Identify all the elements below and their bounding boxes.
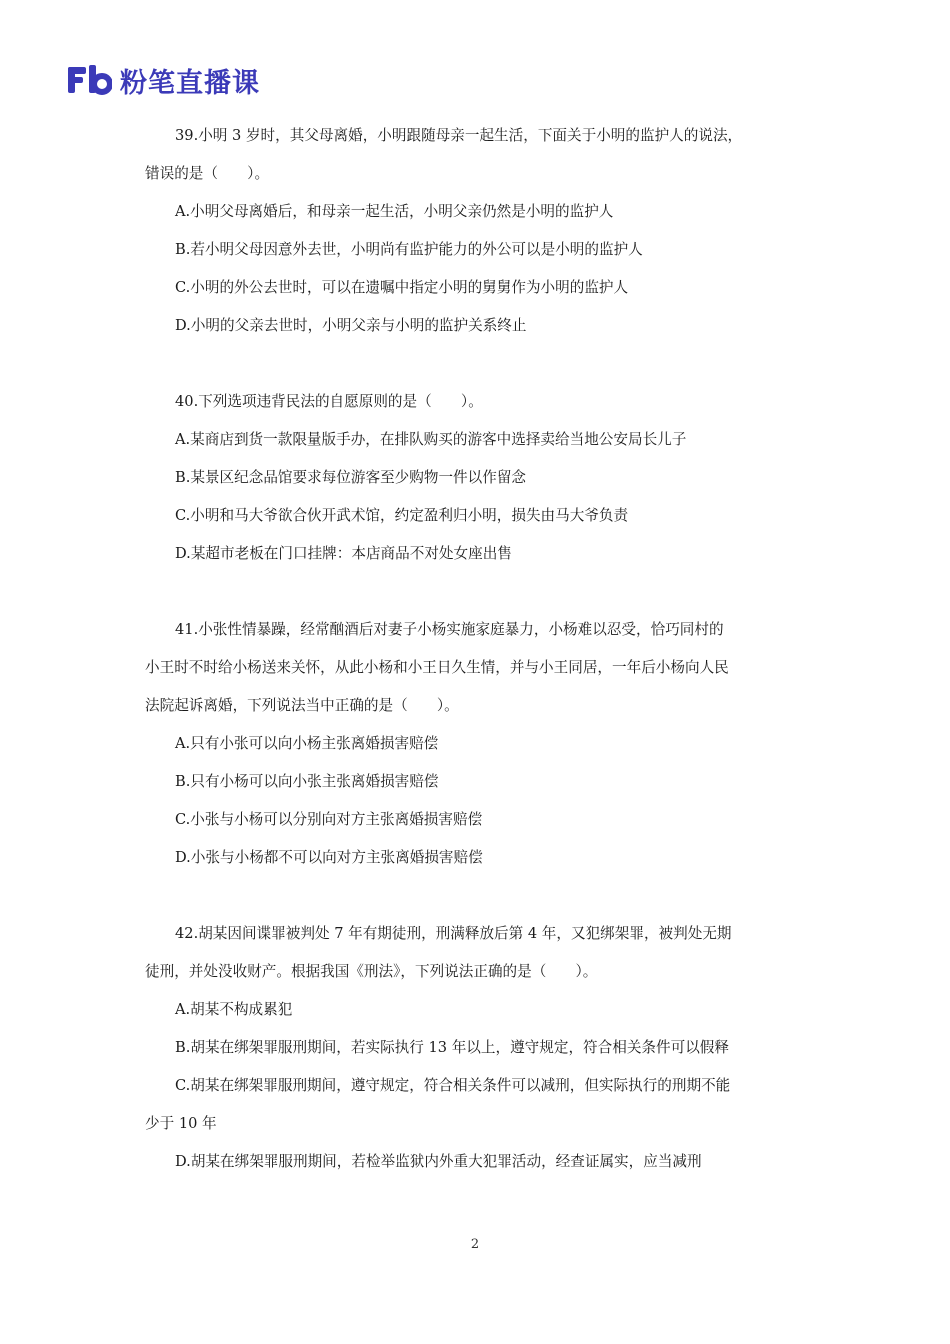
option-d: D.胡某在绑架罪服刑期间，若检举监狱内外重大犯罪活动，经查证属实，应当减刑: [175, 1153, 702, 1170]
option-c: C.胡某在绑架罪服刑期间，遵守规定，符合相关条件可以减刑，但实际执行的刑期不能: [175, 1077, 731, 1094]
option-a: A.某商店到货一款限量版手办，在排队购买的游客中选择卖给当地公安局长儿子: [175, 431, 687, 448]
question-stem: 错误的是（ ）。: [145, 165, 270, 182]
question-39: [145, 117, 810, 345]
option-a: A.胡某不构成累犯: [175, 1001, 293, 1018]
option-c-continued: 少于 10 年: [145, 1115, 217, 1132]
question-stem: 小王时不时给小杨送来关怀，从此小杨和小王日久生情，并与小王同居，一年后小杨向人民: [145, 659, 729, 676]
question-stem: 39.小明 3 岁时，其父母离婚，小明跟随母亲一起生活，下面关于小明的监护人的说法，: [175, 127, 743, 144]
page-number: 2: [470, 1237, 480, 1252]
option-c: C.小明和马大爷欲合伙开武术馆，约定盈利归小明，损失由马大爷负责: [175, 507, 629, 524]
question-list: [145, 117, 810, 1219]
option-c: C.小明的外公去世时，可以在遗嘱中指定小明的舅舅作为小明的监护人: [175, 279, 629, 296]
option-a: A.只有小张可以向小杨主张离婚损害赔偿: [175, 735, 439, 752]
question-42: [145, 915, 810, 1181]
option-b: B.某景区纪念品馆要求每位游客至少购物一件以作留念: [175, 469, 527, 486]
question-stem: 法院起诉离婚，下列说法当中正确的是（ ）。: [145, 697, 459, 714]
question-stem: 41.小张性情暴躁，经常酗酒后对妻子小杨实施家庭暴力，小杨难以忍受，恰巧同村的: [175, 621, 724, 638]
fb-logo-icon: [68, 65, 112, 95]
option-b: B.若小明父母因意外去世，小明尚有监护能力的外公可以是小明的监护人: [175, 241, 643, 258]
question-41: [145, 611, 810, 877]
option-b: B.只有小杨可以向小张主张离婚损害赔偿: [175, 773, 439, 790]
option-c: C.小张与小杨可以分别向对方主张离婚损害赔偿: [175, 811, 483, 828]
option-b: B.胡某在绑架罪服刑期间，若实际执行 13 年以上，遵守规定，符合相关条件可以假释: [175, 1039, 729, 1056]
brand-name: 粉笔直播课: [120, 67, 260, 99]
option-d: D.小张与小杨都不可以向对方主张离婚损害赔偿: [175, 849, 483, 866]
option-d: D.小明的父亲去世时，小明父亲与小明的监护关系终止: [175, 317, 527, 334]
question-40: [145, 383, 810, 573]
option-a: A.小明父母离婚后，和母亲一起生活，小明父亲仍然是小明的监护人: [175, 203, 614, 220]
question-stem: 42.胡某因间谍罪被判处 7 年有期徒刑，刑满释放后第 4 年，又犯绑架罪，被判处无期: [175, 925, 732, 942]
question-stem: 徒刑，并处没收财产。根据我国《刑法》，下列说法正确的是（ ）。: [145, 963, 598, 980]
brand-logo: [68, 62, 260, 98]
question-stem: 40.下列选项违背民法的自愿原则的是（ ）。: [175, 393, 483, 410]
option-d: D.某超市老板在门口挂牌：本店商品不对处女座出售: [175, 545, 512, 562]
